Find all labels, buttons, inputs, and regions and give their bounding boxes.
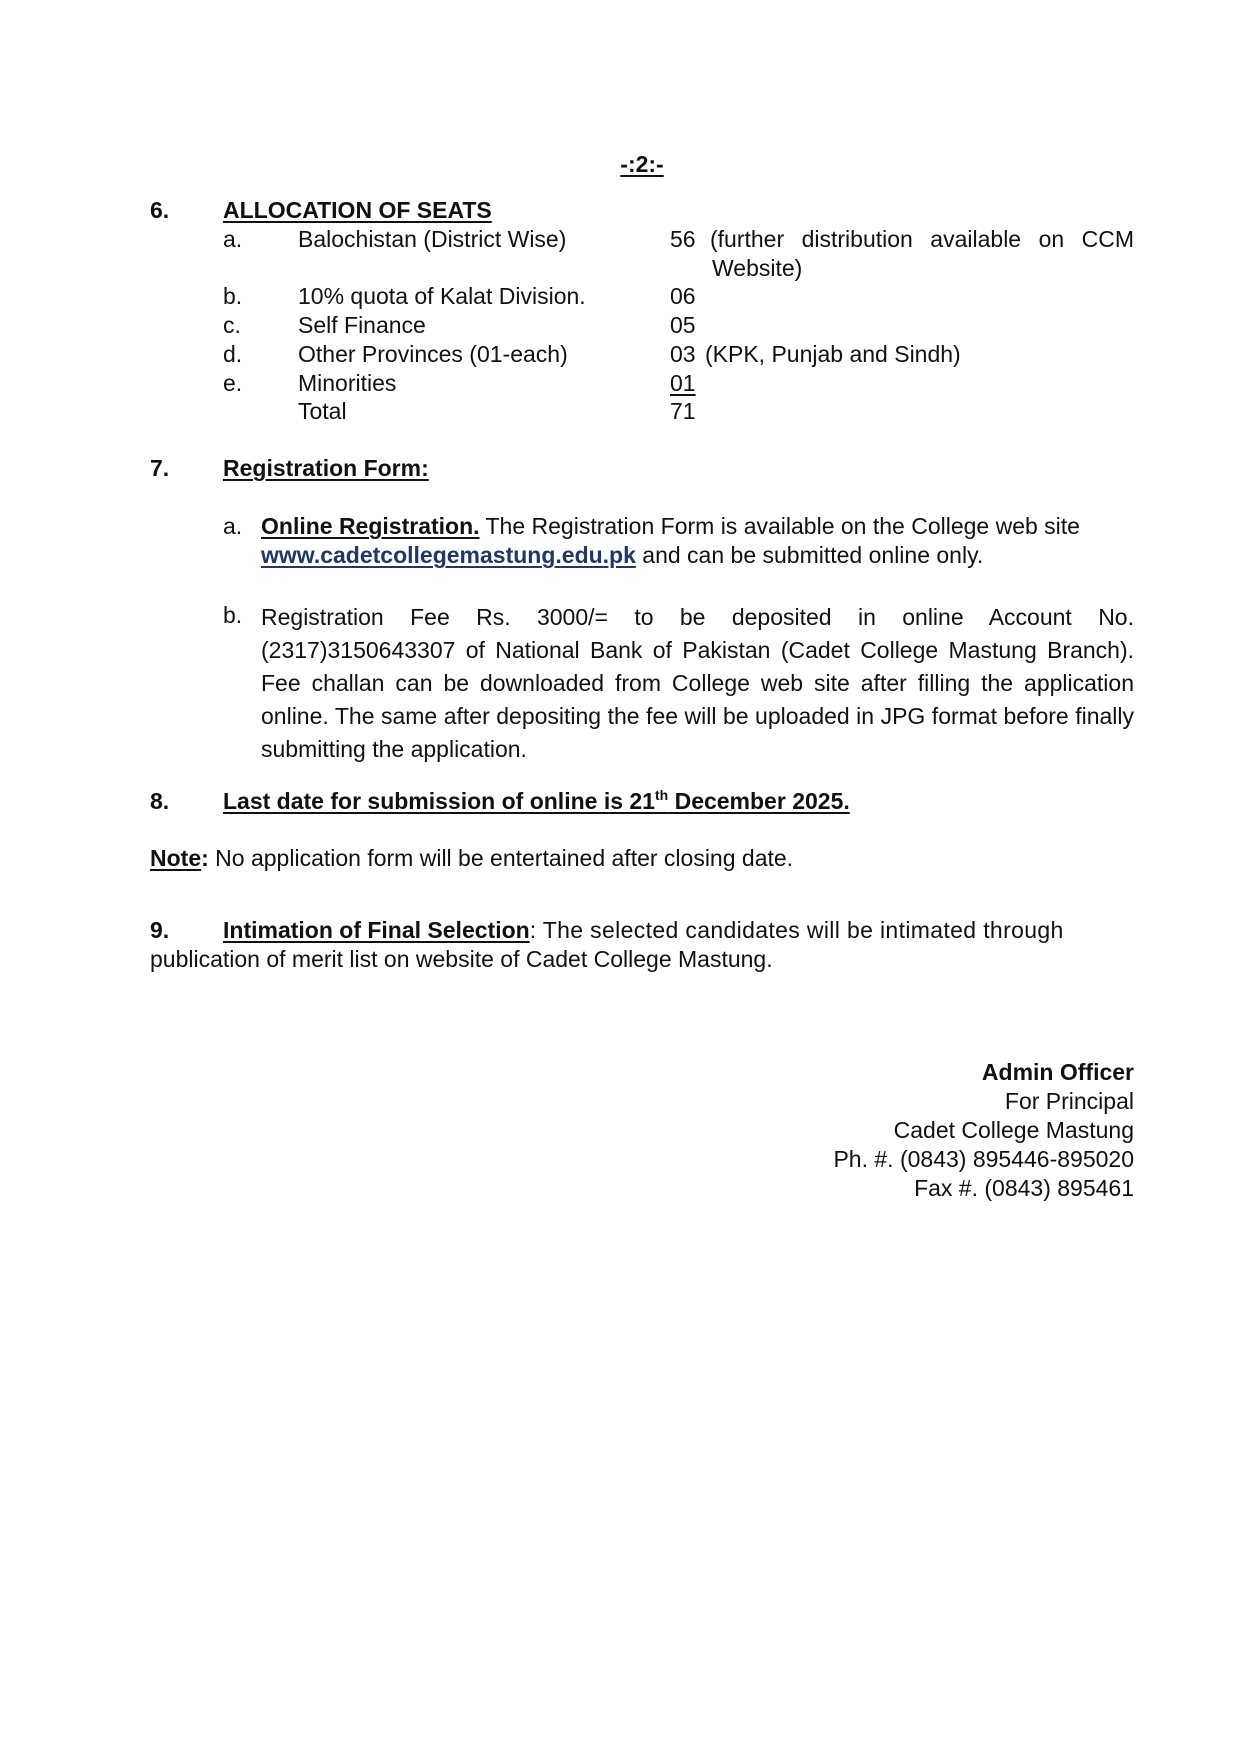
seat-row-value: 56 bbox=[670, 226, 696, 252]
section-9-line2: publication of merit list on website of Cadet College Mastung. bbox=[150, 946, 773, 972]
section-6-heading: ALLOCATION OF SEATS bbox=[223, 197, 492, 223]
last-date-superscript: th bbox=[654, 787, 669, 803]
registration-item-a-label: a. bbox=[223, 513, 243, 539]
last-date-text: Last date for submission of online is 21 bbox=[223, 788, 655, 814]
seat-total-value: 71 bbox=[670, 398, 696, 424]
last-date-notice bbox=[223, 787, 850, 816]
seat-row-value: 06 bbox=[670, 283, 696, 309]
registration-item-b-label: b. bbox=[223, 602, 243, 628]
section-9-line1 bbox=[223, 916, 1134, 945]
seat-row-value: 05 bbox=[670, 312, 696, 338]
online-registration-text: The Registration Form is available on the College web site bbox=[479, 513, 1080, 539]
section-9-number: 9. bbox=[150, 917, 170, 943]
note-label: Note bbox=[150, 845, 202, 871]
signature-fax: Fax #. (0843) 895461 bbox=[914, 1175, 1134, 1201]
college-website-link[interactable]: www.cadetcollegemastung.edu.pk bbox=[261, 542, 636, 568]
seat-row-item: Balochistan (District Wise) bbox=[298, 226, 567, 252]
seat-row-note-continued: Website) bbox=[712, 255, 803, 281]
seat-row-item: 10% quota of Kalat Division. bbox=[298, 283, 586, 309]
signature-title: Admin Officer bbox=[981, 1059, 1134, 1085]
note-line bbox=[150, 844, 793, 873]
section-9-heading: Intimation of Final Selection bbox=[223, 917, 530, 943]
seat-row-item: Self Finance bbox=[298, 312, 426, 338]
seat-row-label: a. bbox=[223, 226, 243, 252]
section-9-text: : The selected candidates will be intimated through bbox=[529, 917, 1064, 943]
registration-fee-paragraph: Registration Fee Rs. 3000/= to be deposited in online Account No. (2317)3150643307 of National Bank of Pakistan (Cadet College Mastung Branch). Fee challan can be downloaded from College web site after filling the application online. The same after depositing the fee will be uploaded in JPG format before finally submitting the application. bbox=[261, 604, 1134, 762]
signature-institution: Cadet College Mastung bbox=[893, 1117, 1134, 1143]
seat-row-note: (KPK, Punjab and Sindh) bbox=[705, 341, 961, 367]
signature-phone: Ph. #. (0843) 895446-895020 bbox=[833, 1146, 1134, 1172]
online-registration-title: Online Registration. bbox=[261, 513, 480, 539]
online-registration-text-continued: and can be submitted online only. bbox=[635, 542, 984, 568]
seat-row-value: 01 bbox=[670, 370, 696, 396]
seat-row-label: d. bbox=[223, 341, 243, 367]
seat-row-label: e. bbox=[223, 370, 243, 396]
section-7-number: 7. bbox=[150, 455, 170, 481]
page-number: -:2:- bbox=[620, 151, 664, 177]
seat-row-label: c. bbox=[223, 312, 241, 338]
seat-row-note: (further distribution available on CCM bbox=[710, 226, 1134, 252]
seat-row-label: b. bbox=[223, 283, 243, 309]
seat-row-value: 03 bbox=[670, 341, 696, 367]
section-6-number: 6. bbox=[150, 197, 170, 223]
seat-row-item: Other Provinces (01-each) bbox=[298, 341, 568, 367]
registration-item-a-line2 bbox=[261, 541, 983, 570]
section-8-number: 8. bbox=[150, 788, 170, 814]
seat-row-item: Minorities bbox=[298, 370, 397, 396]
section-7-heading: Registration Form: bbox=[223, 455, 429, 481]
seat-total-label: Total bbox=[298, 398, 347, 424]
last-date-text-end: December 2025. bbox=[668, 788, 850, 814]
signature-for-principal: For Principal bbox=[1004, 1088, 1134, 1114]
note-colon: : bbox=[201, 845, 209, 871]
registration-item-a-line1 bbox=[261, 512, 1080, 541]
note-text: No application form will be entertained after closing date. bbox=[208, 845, 794, 871]
